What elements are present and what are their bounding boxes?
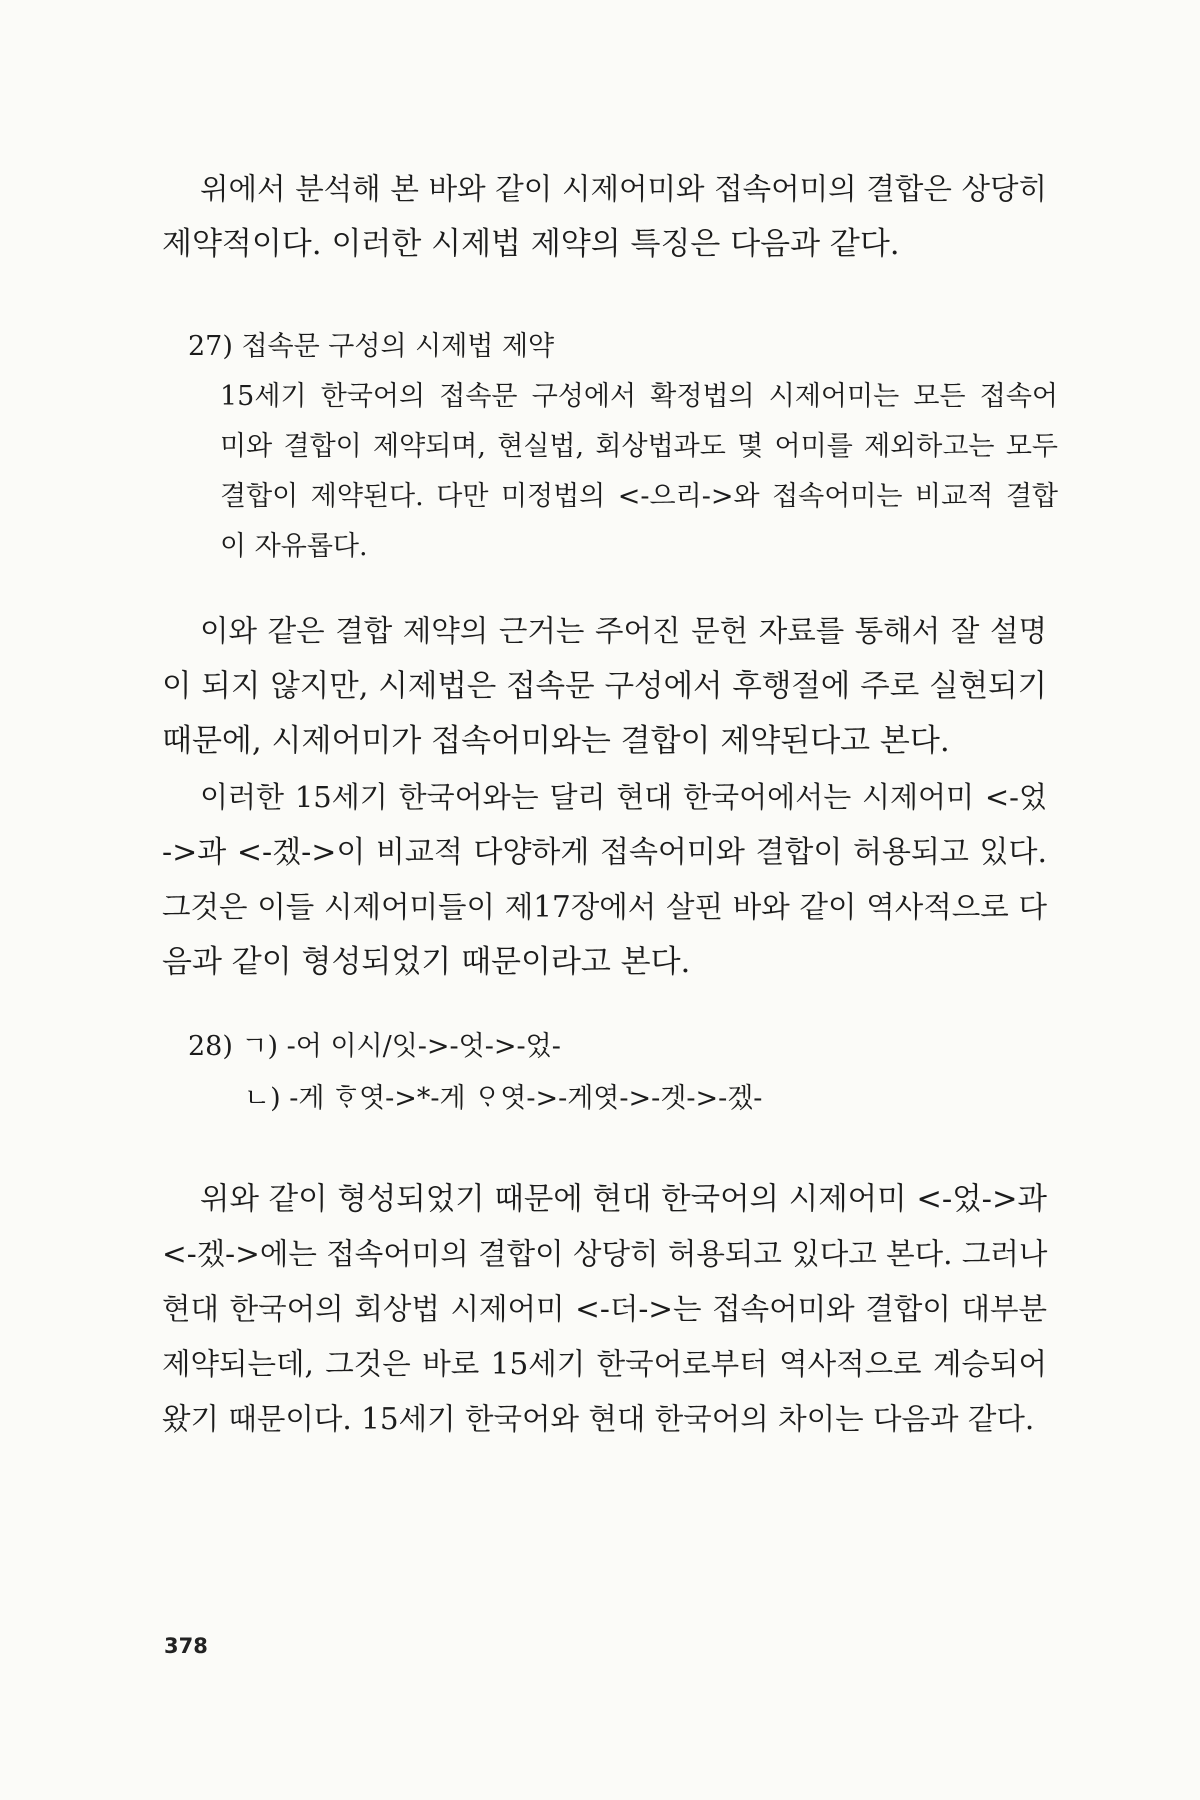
paragraph-line: 이와 같은 결합 제약의 근거는 주어진 문헌 자료를 통해서 잘 설명 [200,614,1047,648]
example-line: 이 자유롭다. [220,531,368,562]
example-28 [188,1022,1058,1072]
paragraph-line: 음과 같이 형성되었기 때문이라고 본다. [162,944,691,980]
paragraph-line: 왔기 때문이다. 15세기 한국어와 현대 한국어의 차이는 다음과 같다. [162,1402,1035,1436]
paragraph-line: 때문에, 시제어미가 접속어미와는 결합이 제약된다고 본다. [162,723,950,759]
example-line: 미와 결합이 제약되며, 현실법, 회상법과도 몇 어미를 제외하고는 모두 [220,431,1058,462]
example-line: 결합이 제약된다. 다만 미정법의 <-으리->와 접속어미는 비교적 결합 [220,481,1058,512]
paragraph-line: 위와 같이 형성되었기 때문에 현대 한국어의 시제어미 <-었->과 [200,1182,1047,1217]
paragraph-line: 그것은 이들 시제어미들이 제17장에서 살핀 바와 같이 역사적으로 다 [162,890,1047,924]
paragraph-line: 제약되는데, 그것은 바로 15세기 한국어로부터 역사적으로 계승되어 [162,1347,1047,1381]
paragraph-line: 현대 한국어의 회상법 시제어미 <-더->는 접속어미와 결합이 대부분 [162,1292,1047,1326]
example-line: ㄴ) -게 ᄒᆞ엿->*-게 ᄋᆞ엿->-게엿->-겟->-겠- [244,1083,763,1114]
page-number: 378 [164,1634,208,1658]
paragraph-line: 이 되지 않지만, 시제법은 접속문 구성에서 후행절에 주로 실현되기 [162,669,1047,704]
paragraph-1 [162,162,1047,272]
paragraph-line: 위에서 분석해 본 바와 같이 시제어미와 접속어미의 결합은 상당히 [200,172,1047,206]
paragraph-line: 제약적이다. 이러한 시제법 제약의 특징은 다음과 같다. [162,226,900,262]
paragraph-4 [162,1172,1047,1447]
example-line: 15세기 한국어의 접속문 구성에서 확정법의 시제어미는 모든 접속어 [220,381,1058,412]
example-28-continued [244,1074,1058,1124]
paragraph-3 [162,770,1047,990]
paragraph-2 [162,604,1047,769]
paragraph-line: ->과 <-겠->이 비교적 다양하게 접속어미와 결합이 허용되고 있다. [162,835,1047,870]
example-heading: 27) 접속문 구성의 시제법 제약 [188,331,555,362]
example-27 [188,322,1058,372]
paragraph-line: <-겠->에는 접속어미의 결합이 상당히 허용되고 있다고 본다. 그러나 [162,1237,1048,1271]
example-27-body [220,372,1058,572]
example-line: 28) ㄱ) -어 이시/잇->-엇->-었- [188,1031,561,1062]
paragraph-line: 이러한 15세기 한국어와는 달리 현대 한국어에서는 시제어미 <-었 [200,780,1047,814]
